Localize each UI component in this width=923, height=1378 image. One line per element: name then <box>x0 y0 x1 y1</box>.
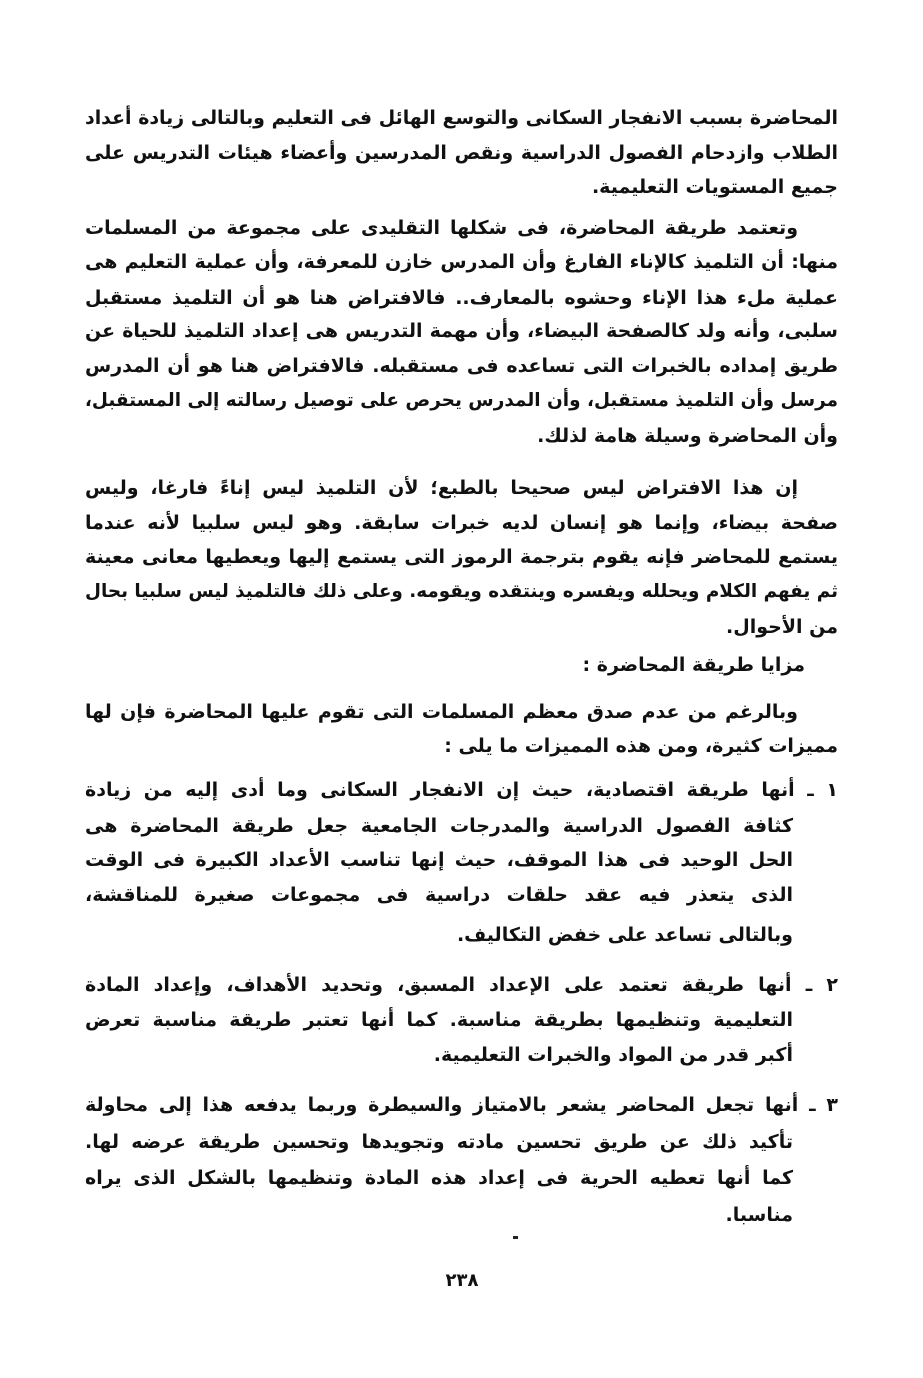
page-number: ٢٣٨ <box>445 1270 479 1291</box>
paragraph-line: المحاضرة بسبب الانفجار السكانى والتوسع الهائل فى التعليم وبالتالى زيادة أعداد <box>85 107 838 129</box>
paragraph-line: عملية ملء هذا الإناء وحشوه بالمعارف.. فالافتراض هنا هو أن التلميذ مستقبل <box>85 287 838 309</box>
paragraph-line: الطلاب وازدحام الفصول الدراسية ونقص المدرسين وأعضاء هيئات التدريس على <box>85 142 838 164</box>
paragraph-line: صفحة بيضاء، وإنما هو إنسان لديه خبرات سابقة. وهو ليس سلبيا لأنه عندما <box>85 512 838 534</box>
paragraph-line: ثم يفهم الكلام ويحلله ويفسره وينتقده ويقومه. وعلى ذلك فالتلميذ ليس سلبيا بحال <box>85 581 838 602</box>
paragraph-line: منها: أن التلميذ كالإناء الفارغ وأن المدرس خازن للمعرفة، وأن عملية التعليم هى <box>85 251 838 273</box>
list-item-line: الحل الوحيد فى هذا الموقف، حيث إنها تناسب الأعداد الكبيرة فى الوقت <box>85 849 793 871</box>
paragraph-line: جميع المستويات التعليمية. <box>591 176 838 198</box>
paragraph-line: مميزات كثيرة، ومن هذه المميزات ما يلى : <box>444 735 838 757</box>
paragraph-line: إن هذا الافتراض ليس صحيحا بالطبع؛ لأن التلميذ ليس إناءً فارغا، وليس <box>85 477 798 499</box>
paragraph-line: من الأحوال. <box>726 616 838 638</box>
section-heading: مزايا طريقة المحاضرة : <box>582 654 805 676</box>
list-item-line: تأكيد ذلك عن طريق تحسين مادته وتجويدها وتحسين طريقة عرضه لها. <box>85 1131 793 1153</box>
list-item-line: أكبر قدر من المواد والخبرات التعليمية. <box>433 1044 793 1066</box>
list-item-line: الذى يتعذر فيه عقد حلقات دراسية فى مجموعات صغيرة للمناقشة، <box>85 884 793 906</box>
list-item-line: ١ ـ أنها طريقة اقتصادية، حيث إن الانفجار السكانى وما أدى إليه من زيادة <box>85 779 838 801</box>
paragraph-line: طريق إمداده بالخبرات التى تساعده فى مستقبله. فالافتراض هنا هو أن المدرس <box>85 355 838 377</box>
paragraph-line: وأن المحاضرة وسيلة هامة لذلك. <box>537 425 838 447</box>
list-item-line: ٣ ـ أنها تجعل المحاضر يشعر بالامتياز والسيطرة وربما يدفعه هذا إلى محاولة <box>85 1094 838 1116</box>
paragraph-line: وبالرغم من عدم صدق معظم المسلمات التى تقوم عليها المحاضرة فإن لها <box>85 701 798 723</box>
scan-speck <box>513 1236 518 1239</box>
list-item-line: وبالتالى تساعد على خفض التكاليف. <box>456 924 793 946</box>
paragraph-line: سلبى، وأنه ولد كالصفحة البيضاء، وأن مهمة التدريس هى إعداد التلميذ للحياة عن <box>85 320 838 342</box>
paragraph-line: يستمع للمحاضر فإنه يقوم بترجمة الرموز التى يستمع إليها ويعطيها معانى معينة <box>85 546 838 568</box>
paragraph-line: وتعتمد طريقة المحاضرة، فى شكلها التقليدى على مجموعة من المسلمات <box>85 217 798 239</box>
list-item-line: كما أنها تعطيه الحرية فى إعداد هذه المادة وتنظيمها بالشكل الذى يراه <box>85 1167 793 1189</box>
list-item-line: كثافة الفصول الدراسية والمدرجات الجامعية جعل طريقة المحاضرة هى <box>85 815 793 837</box>
list-item-line: ٢ ـ أنها طريقة تعتمد على الإعداد المسبق، وتحديد الأهداف، وإعداد المادة <box>85 974 838 996</box>
paragraph-line: مرسل وأن التلميذ مستقبل، وأن المدرس يحرص على توصيل رسالته إلى المستقبل، <box>84 390 838 411</box>
list-item-line: التعليمية وتنظيمها بطريقة مناسبة. كما أنها تعتبر طريقة مناسبة تعرض <box>85 1009 793 1031</box>
list-item-line: مناسبا. <box>725 1204 793 1226</box>
